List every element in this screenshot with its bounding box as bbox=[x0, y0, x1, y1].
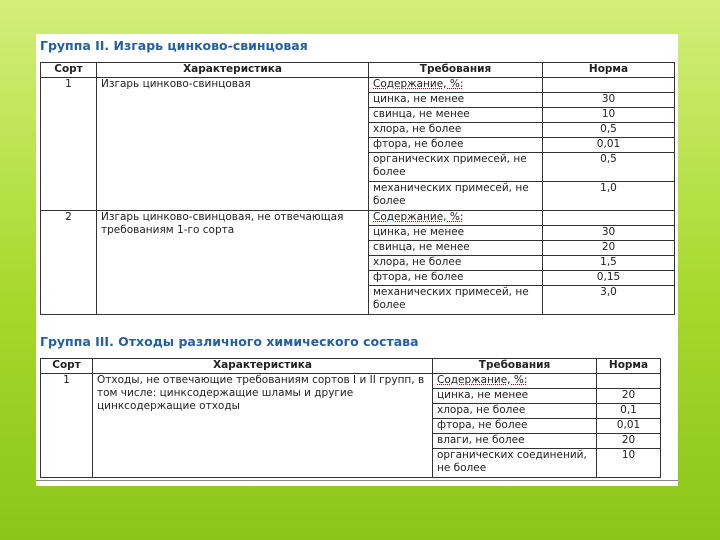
header-norm: Норма bbox=[597, 359, 661, 374]
header-norm: Норма bbox=[543, 63, 675, 78]
norm-cell: 20 bbox=[543, 241, 675, 256]
norm-cell: 10 bbox=[597, 449, 661, 478]
norm-cell: 0,15 bbox=[543, 271, 675, 286]
table-header-row bbox=[41, 359, 661, 374]
requirement-cell: цинка, не менее bbox=[433, 389, 597, 404]
group2-title: Группа II. Изгарь цинково-свинцовая bbox=[40, 38, 308, 53]
norm-cell: 10 bbox=[543, 108, 675, 123]
requirement-cell: Содержание, %: bbox=[369, 78, 543, 93]
norm-cell bbox=[597, 374, 661, 389]
requirement-cell: цинка, не менее bbox=[369, 93, 543, 108]
group2-table bbox=[40, 62, 675, 315]
requirement-cell: механических примесей, не более bbox=[369, 286, 543, 315]
characteristic-cell: Изгарь цинково-свинцовая bbox=[97, 78, 369, 211]
table-row bbox=[41, 78, 675, 93]
sort-cell: 2 bbox=[41, 211, 97, 315]
requirement-cell: хлора, не более bbox=[369, 123, 543, 138]
header-characteristic: Характеристика bbox=[93, 359, 433, 374]
header-sort: Сорт bbox=[41, 63, 97, 78]
norm-cell bbox=[543, 211, 675, 226]
requirement-cell: свинца, не менее bbox=[369, 108, 543, 123]
document-page bbox=[36, 34, 678, 486]
norm-cell: 30 bbox=[543, 93, 675, 108]
norm-cell: 20 bbox=[597, 389, 661, 404]
requirement-cell: Содержание, %: bbox=[369, 211, 543, 226]
norm-cell: 20 bbox=[597, 434, 661, 449]
group3-table bbox=[40, 358, 661, 478]
header-sort: Сорт bbox=[41, 359, 93, 374]
header-characteristic: Характеристика bbox=[97, 63, 369, 78]
requirement-cell: органических соединений, не более bbox=[433, 449, 597, 478]
norm-cell: 0,1 bbox=[597, 404, 661, 419]
requirement-cell: органических примесей, не более bbox=[369, 153, 543, 182]
requirement-cell: фтора, не более bbox=[433, 419, 597, 434]
norm-cell bbox=[543, 78, 675, 93]
requirement-cell: хлора, не более bbox=[433, 404, 597, 419]
requirement-cell: хлора, не более bbox=[369, 256, 543, 271]
header-requirements: Требования bbox=[433, 359, 597, 374]
table-row bbox=[41, 211, 675, 226]
requirement-cell: фтора, не более bbox=[369, 138, 543, 153]
header-requirements: Требования bbox=[369, 63, 543, 78]
page-bottom-divider bbox=[36, 480, 678, 487]
norm-cell: 0,5 bbox=[543, 153, 675, 182]
norm-cell: 1,0 bbox=[543, 182, 675, 211]
group3-title: Группа III. Отходы различного химического состава bbox=[40, 334, 419, 349]
norm-cell: 0,5 bbox=[543, 123, 675, 138]
requirement-cell: механических примесей, не более bbox=[369, 182, 543, 211]
table-header-row bbox=[41, 63, 675, 78]
table-row bbox=[41, 374, 661, 389]
norm-cell: 30 bbox=[543, 226, 675, 241]
requirement-cell: цинка, не менее bbox=[369, 226, 543, 241]
norm-cell: 3,0 bbox=[543, 286, 675, 315]
sort-cell: 1 bbox=[41, 78, 97, 211]
characteristic-cell: Изгарь цинково-свинцовая, не отвечающая требованиям 1-го сорта bbox=[97, 211, 369, 315]
norm-cell: 0,01 bbox=[543, 138, 675, 153]
requirement-cell: Содержание, %: bbox=[433, 374, 597, 389]
requirement-cell: свинца, не менее bbox=[369, 241, 543, 256]
requirement-cell: влаги, не более bbox=[433, 434, 597, 449]
characteristic-cell: Отходы, не отвечающие требованиям сортов I и II групп, в том числе: цинксодержащие шламы и другие цинксодержащие отходы bbox=[93, 374, 433, 478]
norm-cell: 1,5 bbox=[543, 256, 675, 271]
requirement-cell: фтора, не более bbox=[369, 271, 543, 286]
sort-cell: 1 bbox=[41, 374, 93, 478]
norm-cell: 0,01 bbox=[597, 419, 661, 434]
